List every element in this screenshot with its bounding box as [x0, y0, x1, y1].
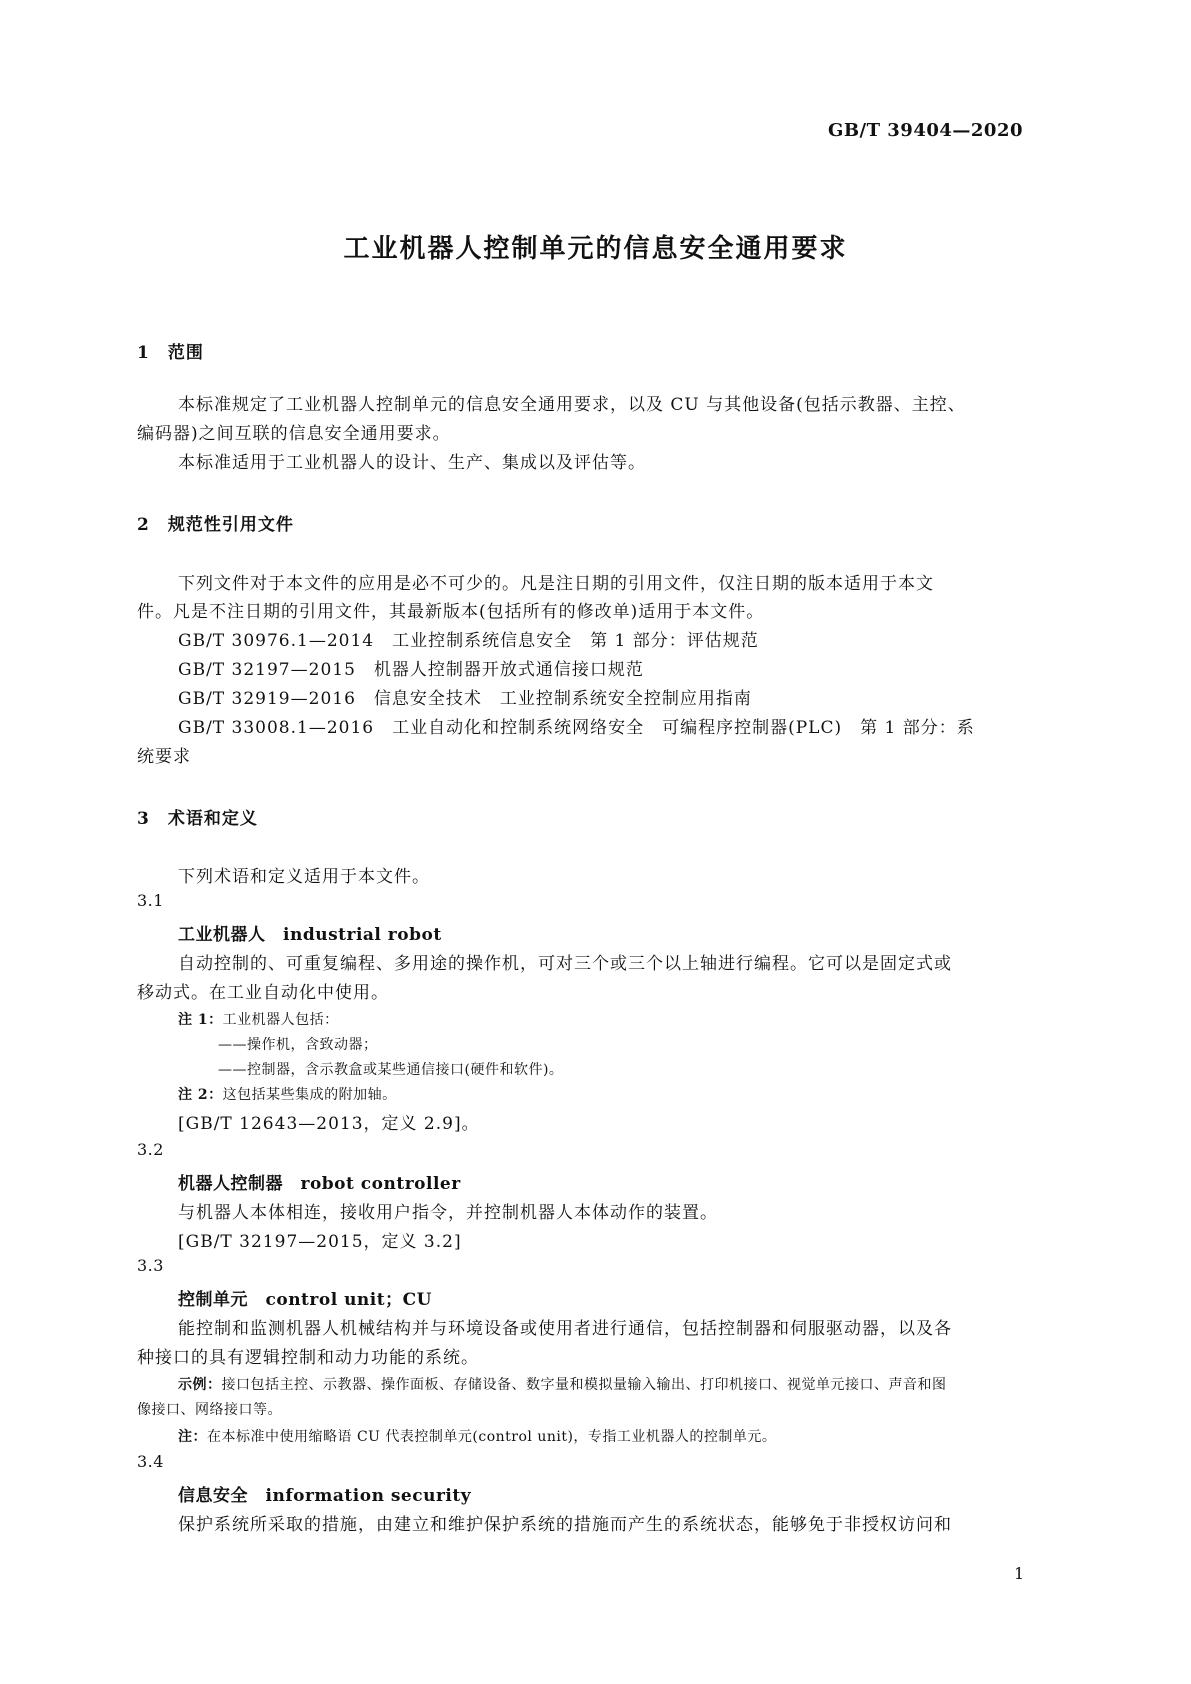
- standard-number: GB/T 39404—2020: [827, 120, 1023, 141]
- term-definition-line: 自动控制的、可重复编程、多用途的操作机，可对三个或三个以上轴进行编程。它可以是固定式或: [178, 954, 952, 974]
- note-list-item: ——控制器，含示教盒或某些通信接口(硬件和软件)。: [218, 1062, 564, 1078]
- term-title: 信息安全 information security: [178, 1486, 472, 1506]
- note-text: 在本标准中使用缩略语 CU 代表控制单元(control unit)，专指工业机器人的控制单元。: [207, 1429, 777, 1445]
- section-1-paragraph-line: 编码器)之间互联的信息安全通用要求。: [137, 424, 451, 444]
- section-2-paragraph-line: 下列文件对于本文件的应用是必不可少的。凡是注日期的引用文件，仅注日期的版本适用于本文: [178, 574, 934, 594]
- term-definition-line: 移动式。在工业自动化中使用。: [137, 983, 389, 1003]
- term-title: 机器人控制器 robot controller: [178, 1174, 461, 1194]
- section-1-heading: 1 范围: [137, 343, 204, 363]
- term-definition-line: 种接口的具有逻辑控制和动力功能的系统。: [137, 1348, 479, 1368]
- section-3-intro: 下列术语和定义适用于本文件。: [178, 867, 430, 887]
- example-label: 示例：: [178, 1377, 222, 1393]
- term-number: 3.1: [137, 891, 164, 910]
- reference-item: GB/T 32919—2016 信息安全技术 工业控制系统安全控制应用指南: [178, 689, 752, 709]
- section-3-heading: 3 术语和定义: [137, 809, 258, 829]
- page-number: 1: [1014, 1564, 1025, 1583]
- note-list-item: ——操作机，含致动器；: [218, 1037, 378, 1053]
- example-text: 接口包括主控、示教器、操作面板、存储设备、数字量和模拟量输入输出、打印机接口、视觉单元接口、声音和图: [221, 1377, 947, 1393]
- term-definition-line: 保护系统所采取的措施，由建立和维护保护系统的措施而产生的系统状态，能够免于非授权访问和: [178, 1515, 952, 1535]
- note-label: 注 1：: [178, 1012, 223, 1028]
- term-source: [GB/T 32197—2015，定义 3.2]: [178, 1232, 462, 1252]
- section-2-heading: 2 规范性引用文件: [137, 515, 294, 535]
- note-text: 工业机器人包括：: [222, 1012, 339, 1028]
- term-number: 3.4: [137, 1452, 164, 1471]
- note-text: 这包括某些集成的附加轴。: [222, 1087, 397, 1103]
- page-title: 工业机器人控制单元的信息安全通用要求: [343, 234, 848, 264]
- reference-item: GB/T 30976.1—2014 工业控制系统信息安全 第 1 部分：评估规范: [178, 631, 759, 651]
- example: [178, 1374, 947, 1394]
- example-continuation: 像接口、网络接口等。: [137, 1402, 282, 1418]
- note: [178, 1009, 339, 1029]
- term-definition-line: 能控制和监测机器人机械结构并与环境设备或使用者进行通信，包括控制器和伺服驱动器，以及各: [178, 1319, 952, 1339]
- reference-item: GB/T 33008.1—2016 工业自动化和控制系统网络安全 可编程序控制器(PLC) 第 1 部分：系: [178, 718, 975, 738]
- term-definition: 与机器人本体相连，接收用户指令，并控制机器人本体动作的装置。: [178, 1203, 718, 1223]
- term-source: [GB/T 12643—2013，定义 2.9]。: [178, 1114, 480, 1134]
- section-1-paragraph: 本标准适用于工业机器人的设计、生产、集成以及评估等。: [178, 453, 646, 473]
- note: [178, 1426, 776, 1446]
- term-number: 3.2: [137, 1140, 164, 1159]
- term-number: 3.3: [137, 1256, 164, 1275]
- section-1-paragraph-line: 本标准规定了工业机器人控制单元的信息安全通用要求，以及 CU 与其他设备(包括示教器、主控、: [178, 395, 966, 415]
- term-title: 工业机器人 industrial robot: [178, 925, 442, 945]
- note-label: 注：: [178, 1429, 207, 1445]
- note: [178, 1084, 397, 1104]
- note-label: 注 2：: [178, 1087, 223, 1103]
- reference-item: GB/T 32197—2015 机器人控制器开放式通信接口规范: [178, 660, 644, 680]
- reference-item-continuation: 统要求: [137, 747, 191, 767]
- section-2-paragraph-line: 件。凡是不注日期的引用文件，其最新版本(包括所有的修改单)适用于本文件。: [137, 602, 765, 622]
- term-title: 控制单元 control unit；CU: [178, 1290, 432, 1310]
